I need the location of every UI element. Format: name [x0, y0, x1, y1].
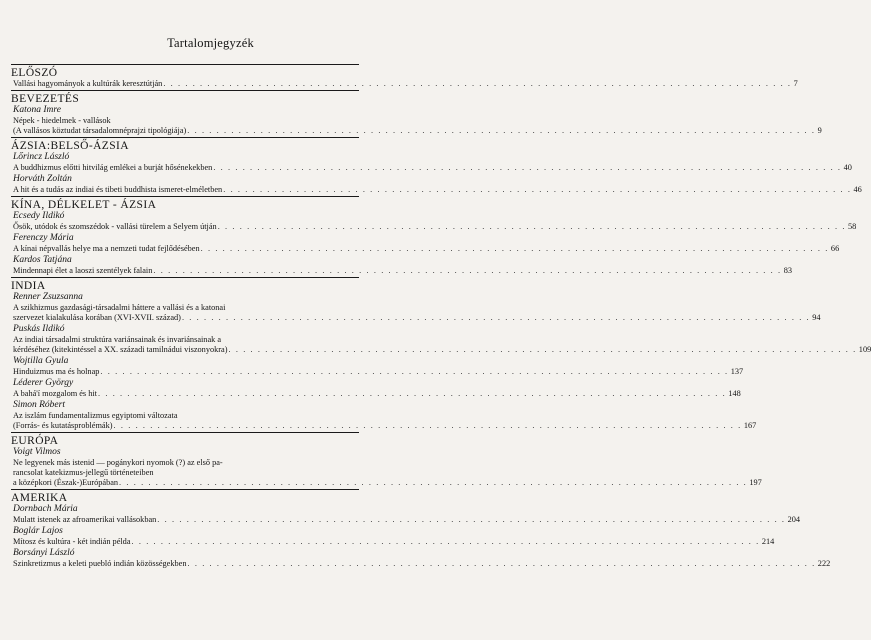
- entry-author: Ferenczy Mária: [13, 233, 74, 243]
- toc-entry: [11, 400, 757, 431]
- dot-leader: . . . . . . . . . . . . . . . . . . . . . . . . . . . . . . . . . . . . . . . . . . . . . . . . . . . . . . . . . . . . . . . . . . . . . . . . . . . . . . . . . . . . . .: [187, 559, 816, 568]
- entry-author: Boglár Lajos: [13, 526, 63, 536]
- entry-title-line: Népek - hiedelmek - vallások: [13, 116, 111, 125]
- toc-section: [11, 196, 857, 276]
- page-title: Tartalomjegyzék: [167, 36, 254, 50]
- page-number: 148: [728, 389, 741, 398]
- entry-title-text: Hinduizmus ma és holnap: [13, 367, 100, 376]
- page-number: 58: [848, 222, 857, 231]
- dot-leader: . . . . . . . . . . . . . . . . . . . . . . . . . . . . . . . . . . . . . . . . . . . . . . . . . . . . . . . . . . . . . . . . . . . . . . . . . . . . . . . . . . . . . .: [223, 185, 852, 194]
- entry-title-line: [11, 537, 775, 547]
- dot-leader: . . . . . . . . . . . . . . . . . . . . . . . . . . . . . . . . . . . . . . . . . . . . . . . . . . . . . . . . . . . . . . . . . . . . . . . . . . . . . . . . . . . . . .: [187, 126, 816, 135]
- page-number: 7: [793, 79, 798, 88]
- page-number: 214: [761, 537, 775, 546]
- section-heading: ELŐSZÓ: [11, 64, 359, 79]
- toc-section: [11, 432, 762, 488]
- toc-entry: [11, 526, 775, 547]
- page-number: 40: [843, 163, 852, 172]
- entry-title-text: (A vallásos köztudat társadalomnéprajzi tipológiája): [13, 126, 187, 135]
- dot-leader: . . . . . . . . . . . . . . . . . . . . . . . . . . . . . . . . . . . . . . . . . . . . . . . . . . . . . . . . . . . . . . . . . . . . . . . . . . . . . . . . . . . . . .: [200, 244, 829, 253]
- entry-title-line: [11, 126, 822, 136]
- page-number: 167: [743, 421, 757, 430]
- entry-title-line: A szikhizmus gazdasági-társadalmi háttere a vallási és a katonai: [13, 303, 226, 312]
- toc-section: [11, 489, 831, 569]
- dot-leader: . . . . . . . . . . . . . . . . . . . . . . . . . . . . . . . . . . . . . . . . . . . . . . . . . . . . . . . . . . . . . . . . . . . . . . . . . . . . . . . . . . . . . .: [157, 515, 786, 524]
- entry-title-text: a középkori (Észak-)Európában: [13, 478, 119, 487]
- page-number: 109: [858, 345, 871, 354]
- entry-author: Simon Róbert: [13, 400, 65, 410]
- dot-leader: . . . . . . . . . . . . . . . . . . . . . . . . . . . . . . . . . . . . . . . . . . . . . . . . . . . . . . . . . . . . . . . . . . . . . . . . . . . . . . . . . . . . . .: [119, 478, 748, 487]
- dot-leader: . . . . . . . . . . . . . . . . . . . . . . . . . . . . . . . . . . . . . . . . . . . . . . . . . . . . . . . . . . . . . . . . . . . . . . . . . . . . . . . . . . . . . .: [153, 266, 782, 275]
- toc-entry: [11, 211, 857, 232]
- entry-title-text: kérdéséhez (kitekintéssel a XX. századi tamilnádui viszonyokra): [13, 345, 228, 354]
- table-of-contents: [11, 64, 871, 570]
- toc-entry: [11, 174, 862, 195]
- dot-leader: . . . . . . . . . . . . . . . . . . . . . . . . . . . . . . . . . . . . . . . . . . . . . . . . . . . . . . . . . . . . . . . . . . . . . . . . . . . . . . . . . . . . . .: [163, 79, 792, 88]
- entry-title-line: [11, 367, 744, 377]
- entry-title-line: [11, 345, 871, 355]
- entry-title-text: A buddhizmus előtti hitvilág emlékei a burját hősénekekben: [13, 163, 213, 172]
- entry-title-text: Mindennapi élet a laoszi szentélyek falain: [13, 266, 153, 275]
- entry-author: Dornbach Mária: [13, 504, 78, 514]
- entry-author: Puskás Ildikó: [13, 324, 65, 334]
- toc-entry: [11, 292, 821, 323]
- entry-title-text: Ősök, utódok és szomszédok - vallási türelem a Selyem útján: [13, 222, 217, 231]
- entry-author: Ecsedy Ildikó: [13, 211, 65, 221]
- entry-title-line: [11, 421, 757, 431]
- entry-title-text: szervezet kialakulása korában (XVI-XVII. század): [13, 313, 181, 322]
- entry-author: Voigt Vilmos: [13, 447, 61, 457]
- entry-author: Renner Zsuzsanna: [13, 292, 83, 302]
- entry-title-line: [11, 79, 798, 89]
- page-number: 137: [730, 367, 744, 376]
- entry-title-line: Az iszlám fundamentalizmus egyiptomi változata: [13, 411, 178, 420]
- toc-entry: [11, 105, 822, 136]
- toc-entry: [11, 378, 741, 399]
- entry-title-line: [11, 266, 792, 276]
- page-number: 204: [787, 515, 801, 524]
- entry-author: Katona Imre: [13, 105, 61, 115]
- entry-title-text: A bahá'í mozgalom és hit: [13, 389, 97, 398]
- dot-leader: . . . . . . . . . . . . . . . . . . . . . . . . . . . . . . . . . . . . . . . . . . . . . . . . . . . . . . . . . . . . . . . . . . . . . . . . . . . . . . . . . . . . . .: [228, 345, 857, 354]
- toc-entry: [11, 152, 852, 173]
- page-number: 94: [812, 313, 821, 322]
- entry-title-text: (Forrás- és kutatásproblémák): [13, 421, 113, 430]
- entry-title-line: Ne legyenek más istenid — pogánykori nyomok (?) az első pa-: [13, 458, 223, 467]
- entry-title-line: [11, 185, 862, 195]
- entry-author: Kardos Tatjána: [13, 255, 72, 265]
- page-number: 83: [783, 266, 792, 275]
- entry-title-line: [11, 478, 762, 488]
- page-number: 46: [853, 185, 862, 194]
- entry-title-text: Mítosz és kultúra - két indián példa: [13, 537, 131, 546]
- entry-title-line: [11, 244, 840, 254]
- page-number: 197: [749, 478, 762, 487]
- toc-entry: [11, 79, 798, 89]
- dot-leader: . . . . . . . . . . . . . . . . . . . . . . . . . . . . . . . . . . . . . . . . . . . . . . . . . . . . . . . . . . . . . . . . . . . . . . . . . . . . . . . . . . . . . .: [100, 367, 729, 376]
- entry-author: Horváth Zoltán: [13, 174, 72, 184]
- entry-title-line: [11, 559, 831, 569]
- toc-section: [11, 277, 871, 431]
- entry-title-line: Az indiai társadalmi struktúra variánsainak és invariánsainak a: [13, 335, 222, 344]
- dot-leader: . . . . . . . . . . . . . . . . . . . . . . . . . . . . . . . . . . . . . . . . . . . . . . . . . . . . . . . . . . . . . . . . . . . . . . . . . . . . . . . . . . . . . .: [217, 222, 846, 231]
- entry-title-line: rancsolat katekizmus-jellegű történeteiben: [13, 468, 154, 477]
- entry-title-text: A hit és a tudás az indiai és tibeti buddhista ismeret-elméletben: [13, 185, 223, 194]
- toc-entry: [11, 324, 871, 355]
- entry-title-line: [11, 515, 801, 525]
- dot-leader: . . . . . . . . . . . . . . . . . . . . . . . . . . . . . . . . . . . . . . . . . . . . . . . . . . . . . . . . . . . . . . . . . . . . . . . . . . . . . . . . . . . . . .: [181, 313, 811, 322]
- entry-author: Borsányi László: [13, 548, 75, 558]
- page-number: 222: [817, 559, 831, 568]
- section-heading: INDIA: [11, 277, 359, 292]
- toc-entry: [11, 447, 762, 488]
- dot-leader: . . . . . . . . . . . . . . . . . . . . . . . . . . . . . . . . . . . . . . . . . . . . . . . . . . . . . . . . . . . . . . . . . . . . . . . . . . . . . . . . . . . . . .: [131, 537, 760, 546]
- page-number: 9: [817, 126, 822, 135]
- entry-title-line: [11, 313, 821, 323]
- toc-section: [11, 90, 822, 136]
- toc-entry: [11, 504, 801, 525]
- entry-title-line: [11, 389, 741, 399]
- toc-section: [11, 137, 862, 195]
- section-heading: EURÓPA: [11, 432, 359, 447]
- section-heading: KÍNA, DÉLKELET - ÁZSIA: [11, 196, 359, 211]
- toc-entry: [11, 548, 831, 569]
- dot-leader: . . . . . . . . . . . . . . . . . . . . . . . . . . . . . . . . . . . . . . . . . . . . . . . . . . . . . . . . . . . . . . . . . . . . . . . . . . . . . . . . . . . . . .: [213, 163, 842, 172]
- entry-title-text: Mulatt istenek az afroamerikai vallásokban: [13, 515, 157, 524]
- toc-entry: [11, 233, 840, 254]
- entry-title-text: Vallási hagyományok a kultúrák keresztútján: [13, 79, 163, 88]
- toc-entry: [11, 356, 744, 377]
- entry-title-text: Szinkretizmus a keleti puebló indián közösségekben: [13, 559, 187, 568]
- toc-section: [11, 64, 798, 89]
- entry-title-line: [11, 222, 857, 232]
- page-number: 66: [830, 244, 840, 253]
- dot-leader: . . . . . . . . . . . . . . . . . . . . . . . . . . . . . . . . . . . . . . . . . . . . . . . . . . . . . . . . . . . . . . . . . . . . . . . . . . . . . . . . . . . . . .: [98, 389, 727, 398]
- entry-author: Léderer György: [13, 378, 74, 388]
- section-heading: AMERIKA: [11, 489, 359, 504]
- entry-author: Lőrincz László: [13, 152, 70, 162]
- section-heading: ÁZSIA:BELSŐ-ÁZSIA: [11, 137, 359, 152]
- toc-entry: [11, 255, 792, 276]
- section-heading: BEVEZETÉS: [11, 90, 359, 105]
- entry-title-line: [11, 163, 852, 173]
- entry-title-text: A kínai népvallás helye ma a nemzeti tudat fejlődésében: [13, 244, 200, 253]
- dot-leader: . . . . . . . . . . . . . . . . . . . . . . . . . . . . . . . . . . . . . . . . . . . . . . . . . . . . . . . . . . . . . . . . . . . . . . . . . . . . . . . . . . . . . .: [113, 421, 742, 430]
- entry-author: Wojtilla Gyula: [13, 356, 69, 366]
